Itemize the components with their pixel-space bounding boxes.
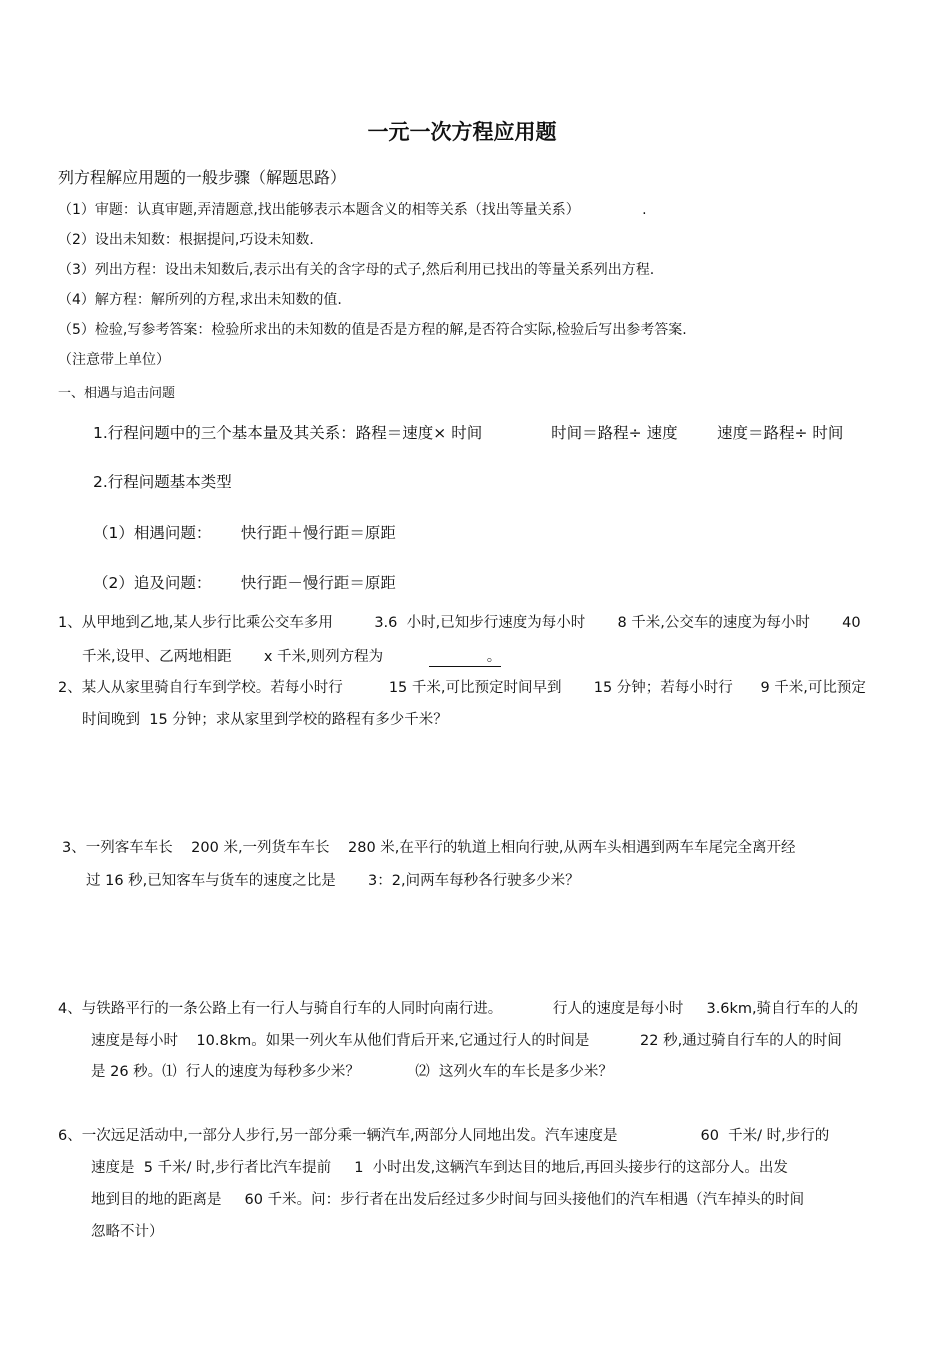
problem-4-line-3: 是 26 秒。⑴ 行人的速度为每秒多少米？ ⑵ 这列火车的车长是多少米？ bbox=[91, 1064, 613, 1080]
rule-1: 1.行程问题中的三个基本量及其关系：路程＝速度× 时间 时间＝路程÷ 速度 速度＝路程÷ 时间 bbox=[93, 424, 844, 442]
rule-2-meeting: （1）相遇问题： 快行距＋慢行距＝原距 bbox=[93, 524, 396, 542]
problem-6-line-2: 速度是 5 千米/ 时,步行者比汽车提前 1 小时出发,这辆汽车到达目的地后,再回头接步行的这部分人。出发 bbox=[91, 1160, 788, 1176]
problem-3-line-2: 过 16 秒,已知客车与货车的速度之比是 3：2,问两车每秒各行驶多少米？ bbox=[86, 873, 580, 889]
section-heading: 一、相遇与追击问题 bbox=[58, 386, 176, 401]
problem-1-line-1: 1、从甲地到乙地,某人步行比乘公交车多用 3.6 小时,已知步行速度为每小时 8 千米,公交车的速度为每小时 40 bbox=[58, 615, 861, 631]
steps-heading: 列方程解应用题的一般步骤（解题思路） bbox=[58, 168, 347, 187]
problem-4-line-1: 4、与铁路平行的一条公路上有一行人与骑自行车的人同时向南行进。 行人的速度是每小时 3.6km,骑自行车的人的 bbox=[58, 1001, 859, 1017]
document-title: 一元一次方程应用题 bbox=[367, 120, 557, 144]
problem-4-line-2: 速度是每小时 10.8km。如果一列火车从他们背后开来,它通过行人的时间是 22 秒,通过骑自行车的人的时间 bbox=[91, 1033, 842, 1049]
answer-blank: 。 bbox=[429, 649, 501, 667]
step-1: （1）审题：认真审题,弄清题意,找出能够表示本题含义的相等关系（找出等量关系） . bbox=[58, 202, 647, 218]
step-3: （3）列出方程：设出未知数后,表示出有关的含字母的式子,然后利用已找出的等量关系列出方程. bbox=[58, 262, 655, 278]
problem-6-line-3: 地到目的地的距离是 60 千米。问：步行者在出发后经过多少时间与回头接他们的汽车相遇（汽车掉头的时间 bbox=[91, 1192, 805, 1208]
step-5: （5）检验,写参考答案：检验所求出的未知数的值是否是方程的解,是否符合实际,检验后写出参考答案. bbox=[58, 322, 687, 338]
problem-1-line-2 bbox=[82, 649, 501, 667]
problem-1-text: 千米,设甲、乙两地相距 x 千米,则列方程为 bbox=[82, 649, 430, 665]
rule-2: 2.行程问题基本类型 bbox=[93, 473, 232, 491]
problem-2-line-1: 2、某人从家里骑自行车到学校。若每小时行 15 千米,可比预定时间早到 15 分钟；若每小时行 9 千米,可比预定 bbox=[58, 680, 866, 696]
problem-3-line-1: 3、一列客车车长 200 米,一列货车车长 280 米,在平行的轨道上相向行驶,从两车头相遇到两车车尾完全离开经 bbox=[62, 840, 796, 856]
problem-2-line-2: 时间晚到 15 分钟；求从家里到学校的路程有多少千米？ bbox=[82, 712, 448, 728]
step-note: （注意带上单位） bbox=[58, 352, 170, 368]
problem-6-line-4: 忽略不计） bbox=[91, 1224, 164, 1240]
step-2: （2）设出未知数：根据提问,巧设未知数. bbox=[58, 232, 314, 248]
problem-6-line-1: 6、一次远足活动中,一部分人步行,另一部分乘一辆汽车,两部分人同地出发。汽车速度是 60 千米/ 时,步行的 bbox=[58, 1128, 830, 1144]
rule-2-chasing: （2）追及问题： 快行距－慢行距＝原距 bbox=[93, 574, 396, 592]
step-4: （4）解方程：解所列的方程,求出未知数的值. bbox=[58, 292, 342, 308]
